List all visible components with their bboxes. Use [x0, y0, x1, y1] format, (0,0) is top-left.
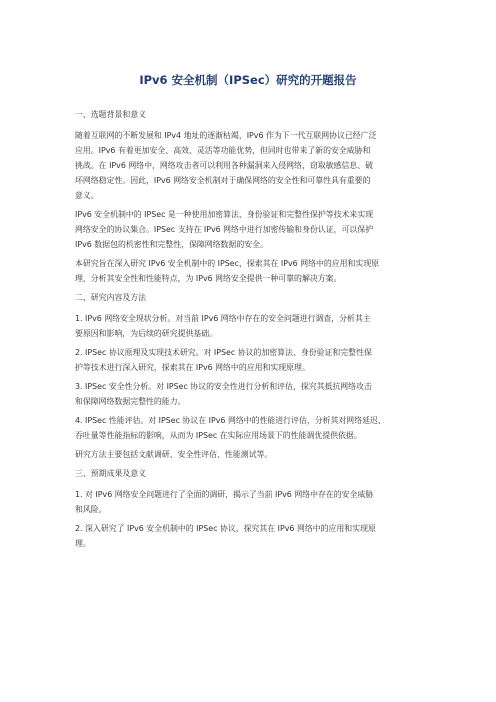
text-line: 吞吐量等性能指标的影响，从而为 IPSec 在实际应用场景下的性能调优提供依据。: [75, 431, 362, 440]
section-heading-outcomes: 三、预期成果及意义: [75, 469, 147, 478]
page-title: IPv6 安全机制（IPSec）研究的开题报告: [139, 73, 357, 87]
paragraph: [75, 128, 427, 203]
text-line: 研究方法主要包括文献调研、安全性评估、性能测试等。: [75, 450, 273, 459]
text-line: IPv6 安全机制中的 IPSec 是一种使用加密算法、身份验证和完整性保护等技术来实现: [75, 210, 374, 219]
text-line: 2. IPSec 协议原理及实现技术研究。对 IPSec 协议的加密算法、身份验证和完整性保: [75, 348, 372, 357]
section-heading-methods: 二、研究内容及方法: [75, 293, 147, 302]
paragraph: [75, 447, 427, 462]
paragraph: [75, 487, 427, 517]
text-line: 3. IPSec 安全性分析。对 IPSec 协议的安全性进行分析和评估，探究其抵抗网络攻击: [75, 382, 372, 391]
paragraph: [75, 256, 427, 286]
text-line: 坏网络稳定性。因此，IPv6 网络安全机制对于确保网络的安全性和可靠性具有重要的: [75, 176, 371, 185]
text-line: 意义。: [75, 191, 99, 200]
text-line: 4. IPSec 性能评估。对 IPSec 协议在 IPv6 网络中的性能进行评估，分析其对网络延迟、: [75, 416, 386, 425]
section-heading-background: 一、选题背景和意义: [75, 110, 147, 119]
text-line: 理。: [75, 539, 91, 548]
paragraph: [75, 207, 427, 252]
text-line: 和保障网络数据完整性的能力。: [75, 397, 186, 406]
text-line: 要原因和影响，为后续的研究提供基础。: [75, 329, 218, 338]
paragraph: [75, 521, 427, 551]
document-body: [75, 107, 427, 555]
text-line: IPv6 数据包的机密性和完整性，保障网络数据的安全。: [75, 240, 268, 249]
paragraph: [75, 413, 427, 443]
text-line: 理，分析其安全性和性能特点，为 IPv6 网络安全提供一种可靠的解决方案。: [75, 274, 342, 283]
text-line: 挑战。在 IPv6 网络中，网络攻击者可以利用各种漏洞来入侵网络，窃取敏感信息、破: [75, 161, 373, 170]
text-line: 随着互联网的不断发展和 IPv4 地址的逐渐枯竭，IPv6 作为下一代互联网协议已经广泛: [75, 131, 377, 140]
text-line: 1. IPv6 网络安全现状分析。对当前 IPv6 网络中存在的安全问题进行调查，分析其主: [75, 314, 371, 323]
text-line: 网络安全的协议集合。IPSec 支持在 IPv6 网络中进行加密传输和身份认证，可以保护: [75, 225, 374, 234]
text-line: 1. 对 IPv6 网络安全问题进行了全面的调研，揭示了当前 IPv6 网络中存在的安全威胁: [75, 490, 374, 499]
text-line: 应用。IPv6 有着更加安全、高效、灵活等功能优势，但同时也带来了新的安全威胁和: [75, 146, 371, 155]
paragraph: [75, 311, 427, 341]
text-line: 护等技术进行深入研究，探索其在 IPv6 网络中的应用和实现原理。: [75, 363, 310, 372]
text-line: 和风险。: [75, 505, 107, 514]
text-line: 本研究旨在深入研究 IPv6 安全机制中的 IPSec，探索其在 IPv6 网络中的应用和实现原: [75, 259, 380, 268]
text-line: 2. 深入研究了 IPv6 安全机制中的 IPSec 协议，探究其在 IPv6 网络中的应用和实现原: [75, 524, 376, 533]
paragraph: [75, 345, 427, 375]
paragraph: [75, 379, 427, 409]
